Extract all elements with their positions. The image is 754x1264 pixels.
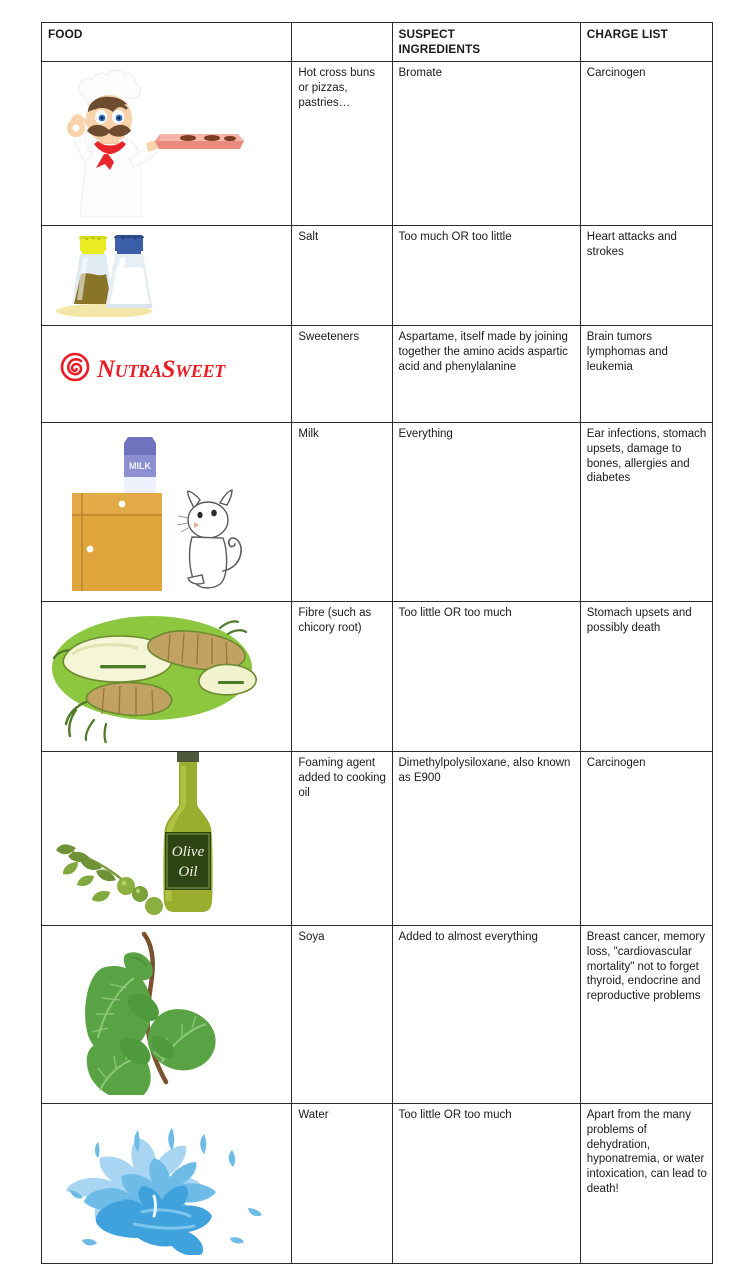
table-row <box>42 226 713 326</box>
cell-suspect-ingredients: Bromate <box>392 62 580 226</box>
bottle-label-line2: Oil <box>178 864 198 881</box>
milk-carton-on-cabinet-with-cat-illustration <box>42 423 291 601</box>
milk-carton-label: MILK <box>129 461 151 472</box>
cell-suspect-ingredients: Everything <box>392 423 580 602</box>
cell-charge-list: Breast cancer, memory loss, "cardiovascular mortality" not to forget thyroid, endocrine and reproductive problems <box>580 926 712 1104</box>
cell-charge-list: Carcinogen <box>580 62 712 226</box>
cell-image-nutrasweet <box>42 326 292 423</box>
soya-plant-illustration <box>42 926 291 1103</box>
header-charge-list: CHARGE LIST <box>580 23 712 62</box>
cell-suspect-ingredients: Too little OR too much <box>392 602 580 752</box>
cell-food-name: Fibre (such as chicory root) <box>292 602 392 752</box>
chef-with-pizza-illustration <box>42 62 291 225</box>
nutrasweet-wordmark: NutraSweet <box>97 355 225 383</box>
header-suspect-ingredients-line2: INGREDIENTS <box>398 42 481 57</box>
nutrasweet-logo <box>60 352 225 387</box>
chicory-roots-illustration <box>42 602 291 751</box>
cell-suspect-ingredients: Too much OR too little <box>392 226 580 326</box>
header-blank <box>292 23 392 62</box>
table-row <box>42 1104 713 1264</box>
header-suspect-ingredients <box>392 23 580 62</box>
cell-food-name: Water <box>292 1104 392 1264</box>
cell-image-chef <box>42 62 292 226</box>
table-row <box>42 326 713 423</box>
cell-suspect-ingredients: Aspartame, itself made by joining together the amino acids aspartic acid and phenylalanine <box>392 326 580 423</box>
water-splash-illustration <box>42 1104 291 1263</box>
cell-image-chicory <box>42 602 292 752</box>
olive-oil-bottle-illustration <box>42 752 291 925</box>
cell-charge-list: Ear infections, stomach upsets, damage to bones, allergies and diabetes <box>580 423 712 602</box>
header-suspect-ingredients-line1: SUSPECT <box>398 27 455 41</box>
cell-food-name: Hot cross buns or pizzas, pastries… <box>292 62 392 226</box>
food-risk-table <box>41 22 713 1264</box>
cell-food-name: Sweeteners <box>292 326 392 423</box>
table-row <box>42 602 713 752</box>
cell-charge-list: Apart from the many problems of dehydration, hyponatremia, or water intoxication, can lead to death! <box>580 1104 712 1264</box>
cell-charge-list: Stomach upsets and possibly death <box>580 602 712 752</box>
nutrasweet-spiral-icon <box>60 352 90 387</box>
table-row <box>42 926 713 1104</box>
cell-image-water <box>42 1104 292 1264</box>
cell-image-milk <box>42 423 292 602</box>
cell-charge-list: Brain tumors lymphomas and leukemia <box>580 326 712 423</box>
cell-food-name: Salt <box>292 226 392 326</box>
cell-charge-list: Carcinogen <box>580 752 712 926</box>
table-header-row <box>42 23 713 62</box>
bottle-label-line1: Olive <box>171 844 205 861</box>
table-row <box>42 62 713 226</box>
cell-food-name: Milk <box>292 423 392 602</box>
salt-and-pepper-shakers-illustration <box>42 226 291 325</box>
cell-suspect-ingredients: Dimethylpolysiloxane, also known as E900 <box>392 752 580 926</box>
cell-image-salt-shakers <box>42 226 292 326</box>
cell-suspect-ingredients: Too little OR too much <box>392 1104 580 1264</box>
table-row <box>42 752 713 926</box>
cell-image-olive-oil <box>42 752 292 926</box>
cell-food-name: Foaming agent added to cooking oil <box>292 752 392 926</box>
cell-charge-list: Heart attacks and strokes <box>580 226 712 326</box>
cell-suspect-ingredients: Added to almost everything <box>392 926 580 1104</box>
cell-food-name: Soya <box>292 926 392 1104</box>
cell-image-soya <box>42 926 292 1104</box>
table-row <box>42 423 713 602</box>
header-food: FOOD <box>42 23 292 62</box>
